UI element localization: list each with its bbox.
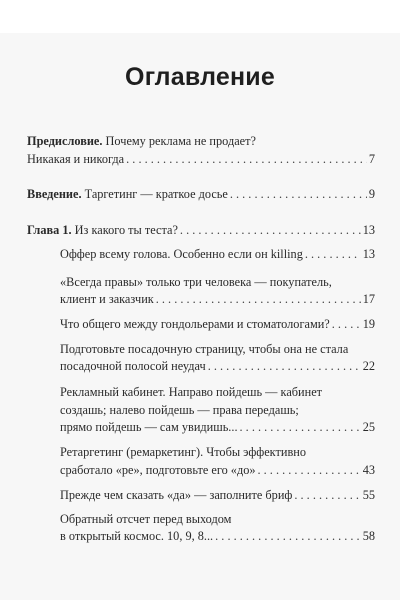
toc-page-number: 22 bbox=[362, 359, 375, 373]
toc-entry-text: Подготовьте посадочную страницу, чтобы она не стала bbox=[60, 342, 349, 356]
toc-entry-label: Глава 1. bbox=[27, 223, 72, 237]
toc-subentry bbox=[60, 274, 375, 290]
toc-entry-text: клиент и заказчик bbox=[60, 292, 154, 306]
dot-leader bbox=[156, 291, 361, 307]
toc-entry-label: Введение. bbox=[27, 187, 82, 201]
toc-entry-text: Ретаргетинг (ремаркетинг). Чтобы эффективно bbox=[60, 445, 306, 459]
toc-page-number: 9 bbox=[368, 187, 375, 201]
toc-entry-text: Никакая и никогда bbox=[27, 152, 125, 166]
toc-entry-text: прямо пойдешь — сам увидишь... bbox=[60, 420, 238, 434]
toc-page-number: 17 bbox=[362, 292, 375, 306]
toc-entry-text: Почему реклама не продает? bbox=[105, 134, 256, 148]
toc-page-number: 19 bbox=[362, 317, 375, 331]
dot-leader bbox=[305, 246, 361, 262]
toc-entry-preface-cont bbox=[27, 151, 375, 167]
toc-subentry bbox=[60, 341, 375, 357]
toc-page-number: 13 bbox=[362, 247, 375, 261]
toc-subentry-cont bbox=[60, 291, 375, 307]
toc-subentry-cont bbox=[60, 402, 375, 418]
toc-page-number: 25 bbox=[362, 420, 375, 434]
toc-entry-text: Таргетинг — краткое досье bbox=[84, 187, 228, 201]
toc-entry-text: Что общего между гондольерами и стоматологами? bbox=[60, 317, 330, 331]
toc-entry-text: Рекламный кабинет. Направо пойдешь — кабинет bbox=[60, 385, 323, 399]
page-title: Оглавление bbox=[125, 63, 275, 91]
dot-leader bbox=[332, 316, 361, 332]
dot-leader bbox=[126, 151, 367, 167]
dot-leader bbox=[258, 462, 361, 478]
toc-subentry bbox=[60, 246, 375, 262]
toc-subentry bbox=[60, 511, 375, 527]
toc-entry-text: Прежде чем сказать «да» — заполните бриф bbox=[60, 488, 293, 502]
toc-entry-text: в открытый космос. 10, 9, 8... bbox=[60, 529, 214, 543]
toc-page-number: 13 bbox=[362, 223, 375, 237]
dot-leader bbox=[294, 487, 360, 503]
toc-entry-text: посадочной полосой неудач bbox=[60, 359, 206, 373]
dot-leader bbox=[230, 186, 367, 202]
toc-entry-text: Оффер всему голова. Особенно если он killing bbox=[60, 247, 303, 261]
toc-page-number: 7 bbox=[368, 152, 375, 166]
toc-entry-chapter-1 bbox=[27, 222, 375, 238]
toc-subentry-cont bbox=[60, 462, 375, 478]
toc-entry-text: Из какого ты теста? bbox=[74, 223, 178, 237]
toc-entry-introduction bbox=[27, 186, 375, 202]
toc-entry-label: Предисловие. bbox=[27, 134, 103, 148]
toc-entry-text: «Всегда правы» только три человека — покупатель, bbox=[60, 275, 332, 289]
toc-entry-text: сработало «ре», подготовьте его «до» bbox=[60, 463, 256, 477]
toc-entry-preface bbox=[27, 133, 375, 149]
dot-leader bbox=[215, 528, 361, 544]
toc-page-number: 43 bbox=[362, 463, 375, 477]
toc-subentry bbox=[60, 444, 375, 460]
toc-subentry bbox=[60, 316, 375, 332]
toc-entry-text: Обратный отсчет перед выходом bbox=[60, 512, 232, 526]
toc-subentry-cont bbox=[60, 419, 375, 435]
toc-subentry-cont bbox=[60, 528, 375, 544]
toc-page-number: 55 bbox=[362, 488, 375, 502]
toc-subentry-cont bbox=[60, 358, 375, 374]
dot-leader bbox=[208, 358, 361, 374]
toc-page-number: 58 bbox=[362, 529, 375, 543]
toc-entry-text: создашь; налево пойдешь — права передашь; bbox=[60, 403, 299, 417]
toc-subentry bbox=[60, 487, 375, 503]
dot-leader bbox=[180, 222, 361, 238]
toc-subentry bbox=[60, 384, 375, 400]
dot-leader bbox=[240, 419, 361, 435]
